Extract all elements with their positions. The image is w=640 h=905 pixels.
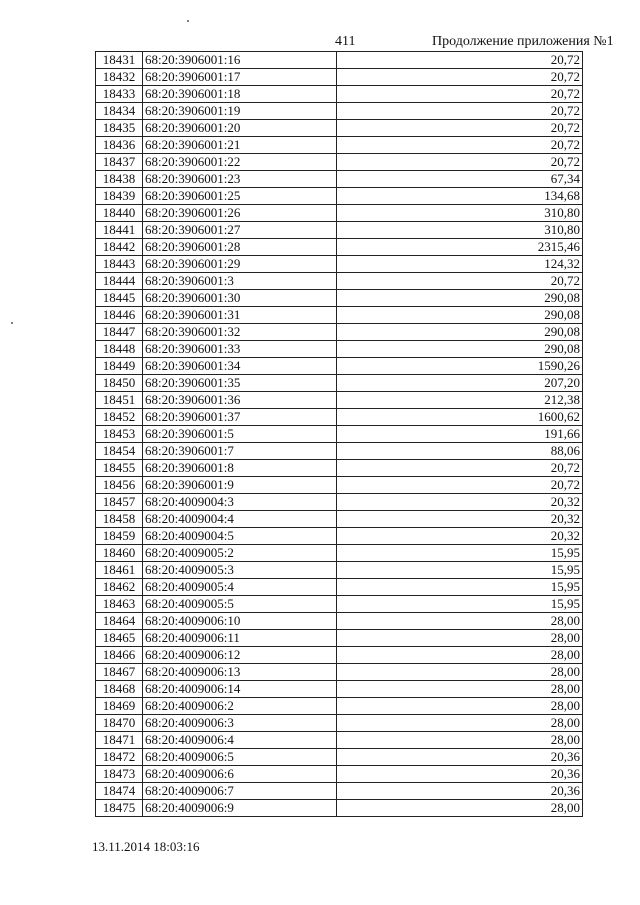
row-value: 88,06 bbox=[337, 443, 583, 460]
row-value: 28,00 bbox=[337, 800, 583, 817]
row-value: 310,80 bbox=[337, 222, 583, 239]
cadastral-number: 68:20:3906001:27 bbox=[143, 222, 337, 239]
table-row bbox=[96, 681, 583, 698]
row-value: 2315,46 bbox=[337, 239, 583, 256]
table-row bbox=[96, 324, 583, 341]
row-number: 18437 bbox=[96, 154, 143, 171]
row-number: 18452 bbox=[96, 409, 143, 426]
table-row bbox=[96, 290, 583, 307]
row-number: 18432 bbox=[96, 69, 143, 86]
table-row bbox=[96, 545, 583, 562]
cadastral-number: 68:20:4009005:3 bbox=[143, 562, 337, 579]
row-value: 191,66 bbox=[337, 426, 583, 443]
row-value: 20,72 bbox=[337, 103, 583, 120]
cadastral-number: 68:20:3906001:28 bbox=[143, 239, 337, 256]
cadastral-number: 68:20:3906001:16 bbox=[143, 52, 337, 69]
table-row bbox=[96, 562, 583, 579]
cadastral-number: 68:20:3906001:35 bbox=[143, 375, 337, 392]
row-number: 18448 bbox=[96, 341, 143, 358]
registry-table bbox=[95, 51, 583, 817]
row-number: 18470 bbox=[96, 715, 143, 732]
table-row bbox=[96, 477, 583, 494]
row-number: 18461 bbox=[96, 562, 143, 579]
row-value: 15,95 bbox=[337, 545, 583, 562]
cadastral-number: 68:20:4009004:5 bbox=[143, 528, 337, 545]
cadastral-number: 68:20:4009006:14 bbox=[143, 681, 337, 698]
cadastral-number: 68:20:3906001:31 bbox=[143, 307, 337, 324]
row-value: 212,38 bbox=[337, 392, 583, 409]
cadastral-number: 68:20:3906001:30 bbox=[143, 290, 337, 307]
table-row bbox=[96, 137, 583, 154]
cadastral-number: 68:20:4009006:10 bbox=[143, 613, 337, 630]
table-row bbox=[96, 341, 583, 358]
print-timestamp: 13.11.2014 18:03:16 bbox=[92, 839, 200, 854]
row-number: 18474 bbox=[96, 783, 143, 800]
row-value: 15,95 bbox=[337, 596, 583, 613]
cadastral-number: 68:20:4009006:11 bbox=[143, 630, 337, 647]
table-row bbox=[96, 443, 583, 460]
cadastral-number: 68:20:3906001:7 bbox=[143, 443, 337, 460]
cadastral-number: 68:20:3906001:18 bbox=[143, 86, 337, 103]
table-row bbox=[96, 596, 583, 613]
table-row bbox=[96, 664, 583, 681]
cadastral-number: 68:20:4009006:13 bbox=[143, 664, 337, 681]
table-row bbox=[96, 239, 583, 256]
row-value: 134,68 bbox=[337, 188, 583, 205]
cadastral-number: 68:20:4009006:5 bbox=[143, 749, 337, 766]
row-number: 18445 bbox=[96, 290, 143, 307]
row-value: 290,08 bbox=[337, 324, 583, 341]
row-value: 28,00 bbox=[337, 630, 583, 647]
table-row bbox=[96, 613, 583, 630]
cadastral-number: 68:20:3906001:17 bbox=[143, 69, 337, 86]
cadastral-number: 68:20:3906001:19 bbox=[143, 103, 337, 120]
table-row bbox=[96, 800, 583, 817]
cadastral-number: 68:20:3906001:23 bbox=[143, 171, 337, 188]
cadastral-number: 68:20:3906001:3 bbox=[143, 273, 337, 290]
row-number: 18434 bbox=[96, 103, 143, 120]
row-number: 18435 bbox=[96, 120, 143, 137]
row-value: 20,72 bbox=[337, 52, 583, 69]
row-number: 18466 bbox=[96, 647, 143, 664]
row-number: 18469 bbox=[96, 698, 143, 715]
row-number: 18451 bbox=[96, 392, 143, 409]
table-row bbox=[96, 392, 583, 409]
row-number: 18459 bbox=[96, 528, 143, 545]
row-number: 18453 bbox=[96, 426, 143, 443]
row-number: 18433 bbox=[96, 86, 143, 103]
table-row bbox=[96, 52, 583, 69]
row-value: 20,72 bbox=[337, 273, 583, 290]
row-value: 20,36 bbox=[337, 749, 583, 766]
row-value: 20,32 bbox=[337, 528, 583, 545]
cadastral-number: 68:20:3906001:5 bbox=[143, 426, 337, 443]
cadastral-number: 68:20:3906001:33 bbox=[143, 341, 337, 358]
table-row bbox=[96, 307, 583, 324]
scan-speck bbox=[187, 20, 189, 22]
table-row bbox=[96, 375, 583, 392]
row-number: 18449 bbox=[96, 358, 143, 375]
cadastral-number: 68:20:4009006:12 bbox=[143, 647, 337, 664]
table-row bbox=[96, 171, 583, 188]
row-value: 28,00 bbox=[337, 647, 583, 664]
row-value: 28,00 bbox=[337, 613, 583, 630]
row-value: 1600,62 bbox=[337, 409, 583, 426]
cadastral-number: 68:20:4009006:4 bbox=[143, 732, 337, 749]
row-number: 18438 bbox=[96, 171, 143, 188]
row-number: 18465 bbox=[96, 630, 143, 647]
row-value: 20,72 bbox=[337, 477, 583, 494]
row-number: 18468 bbox=[96, 681, 143, 698]
row-number: 18473 bbox=[96, 766, 143, 783]
cadastral-number: 68:20:3906001:29 bbox=[143, 256, 337, 273]
row-number: 18431 bbox=[96, 52, 143, 69]
row-value: 20,72 bbox=[337, 460, 583, 477]
cadastral-number: 68:20:4009006:6 bbox=[143, 766, 337, 783]
cadastral-number: 68:20:3906001:37 bbox=[143, 409, 337, 426]
cadastral-number: 68:20:3906001:9 bbox=[143, 477, 337, 494]
row-number: 18467 bbox=[96, 664, 143, 681]
row-number: 18443 bbox=[96, 256, 143, 273]
cadastral-number: 68:20:3906001:21 bbox=[143, 137, 337, 154]
table-row bbox=[96, 205, 583, 222]
row-value: 20,72 bbox=[337, 137, 583, 154]
table-row bbox=[96, 715, 583, 732]
cadastral-number: 68:20:3906001:36 bbox=[143, 392, 337, 409]
row-value: 207,20 bbox=[337, 375, 583, 392]
cadastral-number: 68:20:3906001:20 bbox=[143, 120, 337, 137]
table-row bbox=[96, 630, 583, 647]
table-row bbox=[96, 69, 583, 86]
table-row bbox=[96, 494, 583, 511]
row-value: 124,32 bbox=[337, 256, 583, 273]
row-number: 18460 bbox=[96, 545, 143, 562]
cadastral-number: 68:20:4009006:3 bbox=[143, 715, 337, 732]
table-row bbox=[96, 749, 583, 766]
row-number: 18436 bbox=[96, 137, 143, 154]
row-value: 28,00 bbox=[337, 698, 583, 715]
row-value: 15,95 bbox=[337, 579, 583, 596]
row-number: 18442 bbox=[96, 239, 143, 256]
row-value: 20,72 bbox=[337, 154, 583, 171]
table-row bbox=[96, 120, 583, 137]
page-caption: Продолжение приложения №1 bbox=[432, 34, 614, 49]
cadastral-number: 68:20:3906001:34 bbox=[143, 358, 337, 375]
row-value: 290,08 bbox=[337, 307, 583, 324]
table-row bbox=[96, 732, 583, 749]
row-value: 28,00 bbox=[337, 732, 583, 749]
cadastral-number: 68:20:3906001:26 bbox=[143, 205, 337, 222]
row-value: 20,32 bbox=[337, 511, 583, 528]
row-number: 18446 bbox=[96, 307, 143, 324]
table-row bbox=[96, 460, 583, 477]
row-number: 18458 bbox=[96, 511, 143, 528]
row-number: 18441 bbox=[96, 222, 143, 239]
cadastral-number: 68:20:4009004:3 bbox=[143, 494, 337, 511]
cadastral-number: 68:20:3906001:32 bbox=[143, 324, 337, 341]
table-row bbox=[96, 222, 583, 239]
row-value: 28,00 bbox=[337, 664, 583, 681]
table-row bbox=[96, 528, 583, 545]
row-number: 18472 bbox=[96, 749, 143, 766]
row-value: 20,72 bbox=[337, 69, 583, 86]
cadastral-number: 68:20:4009006:2 bbox=[143, 698, 337, 715]
row-value: 15,95 bbox=[337, 562, 583, 579]
cadastral-number: 68:20:4009006:7 bbox=[143, 783, 337, 800]
table-row bbox=[96, 579, 583, 596]
row-number: 18450 bbox=[96, 375, 143, 392]
scan-speck bbox=[11, 322, 13, 324]
row-value: 290,08 bbox=[337, 290, 583, 307]
row-value: 1590,26 bbox=[337, 358, 583, 375]
table-row bbox=[96, 783, 583, 800]
row-number: 18463 bbox=[96, 596, 143, 613]
cadastral-number: 68:20:3906001:8 bbox=[143, 460, 337, 477]
table-row bbox=[96, 256, 583, 273]
page-number: 411 bbox=[335, 34, 356, 49]
row-number: 18444 bbox=[96, 273, 143, 290]
table-row bbox=[96, 273, 583, 290]
row-number: 18471 bbox=[96, 732, 143, 749]
table-row bbox=[96, 647, 583, 664]
cadastral-number: 68:20:4009005:2 bbox=[143, 545, 337, 562]
cadastral-number: 68:20:4009005:4 bbox=[143, 579, 337, 596]
table-row bbox=[96, 86, 583, 103]
table-row bbox=[96, 698, 583, 715]
row-number: 18475 bbox=[96, 800, 143, 817]
row-value: 67,34 bbox=[337, 171, 583, 188]
cadastral-number: 68:20:3906001:25 bbox=[143, 188, 337, 205]
row-value: 20,32 bbox=[337, 494, 583, 511]
row-value: 290,08 bbox=[337, 341, 583, 358]
table-row bbox=[96, 103, 583, 120]
table-row bbox=[96, 426, 583, 443]
row-value: 20,72 bbox=[337, 86, 583, 103]
row-value: 20,36 bbox=[337, 766, 583, 783]
cadastral-number: 68:20:4009004:4 bbox=[143, 511, 337, 528]
row-value: 28,00 bbox=[337, 715, 583, 732]
row-number: 18464 bbox=[96, 613, 143, 630]
row-value: 310,80 bbox=[337, 205, 583, 222]
cadastral-number: 68:20:3906001:22 bbox=[143, 154, 337, 171]
table-row bbox=[96, 766, 583, 783]
row-number: 18455 bbox=[96, 460, 143, 477]
table-row bbox=[96, 188, 583, 205]
row-value: 20,72 bbox=[337, 120, 583, 137]
row-number: 18456 bbox=[96, 477, 143, 494]
row-number: 18440 bbox=[96, 205, 143, 222]
row-number: 18447 bbox=[96, 324, 143, 341]
row-number: 18439 bbox=[96, 188, 143, 205]
row-number: 18462 bbox=[96, 579, 143, 596]
row-number: 18454 bbox=[96, 443, 143, 460]
table-row bbox=[96, 409, 583, 426]
table-row bbox=[96, 358, 583, 375]
cadastral-number: 68:20:4009005:5 bbox=[143, 596, 337, 613]
row-number: 18457 bbox=[96, 494, 143, 511]
row-value: 28,00 bbox=[337, 681, 583, 698]
table-row bbox=[96, 511, 583, 528]
table-row bbox=[96, 154, 583, 171]
row-value: 20,36 bbox=[337, 783, 583, 800]
cadastral-number: 68:20:4009006:9 bbox=[143, 800, 337, 817]
